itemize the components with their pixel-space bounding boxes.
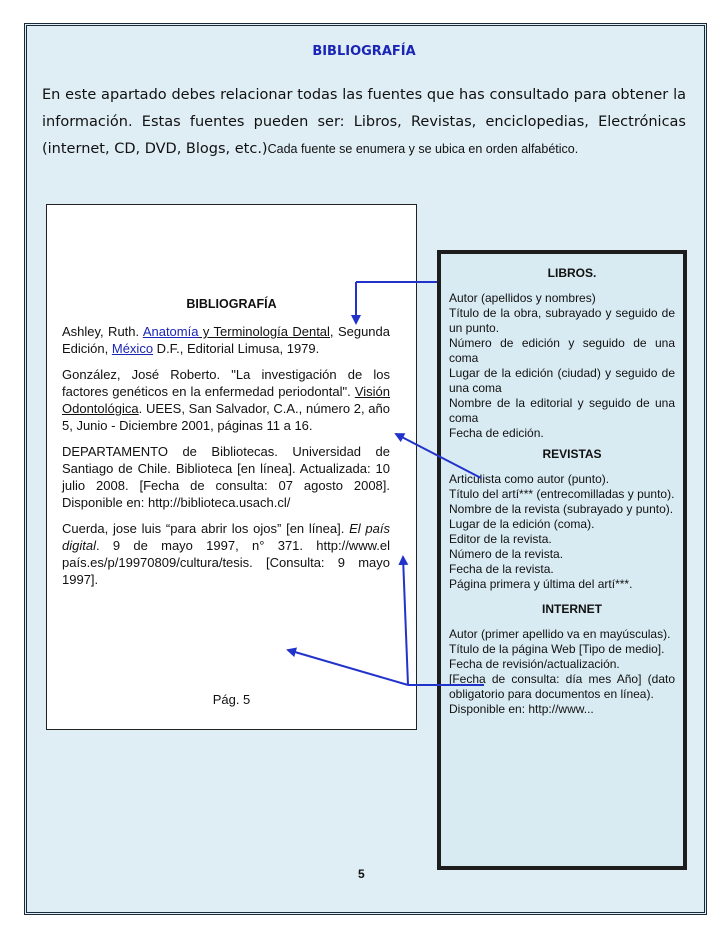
- entry-text: Ashley, Ruth.: [62, 324, 143, 339]
- intro-small-text: Cada fuente se enumera y se ubica en orden alfabético.: [267, 142, 579, 156]
- document-title: BIBLIOGRAFÍA: [312, 44, 416, 59]
- list-item: Autor (apellidos y nombres): [449, 291, 596, 305]
- list-item: Lugar de la edición (ciudad) y seguido de una coma: [449, 366, 675, 395]
- entry-text: Segunda Edición,: [62, 324, 390, 356]
- link-mexico[interactable]: México: [111, 341, 154, 356]
- link-anatomia[interactable]: Anatomía: [142, 324, 199, 339]
- list-item: Autor (primer apellido va en mayúsculas).: [449, 627, 671, 641]
- intro-main-text: En este apartado debes relacionar todas las fuentes que has consultado para obtener la información. Estas fuentes pueden ser: Libros, Revistas, enciclopedias, Electrónicas (internet, CD, DVD, Blogs, etc.): [42, 87, 686, 157]
- entry-title-underlined: y Terminología Dental,: [198, 324, 334, 339]
- list-item: Título de la obra, subrayado y seguido de un punto.: [449, 306, 675, 335]
- list-item: Nombre de la revista (subrayado y punto).: [449, 502, 674, 516]
- page-number: 5: [358, 867, 365, 881]
- entry-text: . UEES, San Salvador, C.A., número 2, año 5, Junio - Diciembre 2001, páginas 11 a 16.: [62, 401, 390, 433]
- list-item: Lugar de la edición (coma).: [449, 517, 595, 531]
- list-item: [Fecha de consulta: día mes Año] (dato obligatorio para documentos en línea).: [449, 672, 675, 701]
- arrow-revistas: [396, 434, 481, 478]
- arrow-internet: [288, 557, 484, 685]
- list-item: Título de la página Web [Tipo de medio].: [449, 642, 665, 656]
- entry-text: González, José Roberto. "La investigación de los factores genéticos en la enfermedad periodontal".: [62, 367, 390, 399]
- list-item: Fecha de edición.: [449, 426, 544, 440]
- entry-text: D.F., Editorial Limusa, 1979.: [153, 341, 320, 356]
- list-item: Articulista como autor (punto).: [449, 472, 610, 486]
- sample-page-footer: Pág. 5: [212, 692, 251, 707]
- revistas-heading: REVISTAS: [542, 447, 602, 461]
- list-item: Título del artí*** (entrecomilladas y punto).: [449, 487, 675, 501]
- entry-newspaper-italic: El país digital: [62, 521, 391, 553]
- list-item: Editor de la revista.: [449, 532, 552, 546]
- entry-journal-underlined: Visión Odontológica: [62, 384, 390, 416]
- libros-heading: LIBROS.: [547, 266, 597, 280]
- entry-text: DEPARTAMENTO de Bibliotecas. Universidad de Santiago de Chile. Biblioteca [en línea]. Actualizada: 10 julio 2008. [Fecha de consulta: 07 agosto 2008]. Disponible en: http://biblioteca.usach.cl/: [62, 444, 390, 510]
- sample-page-heading: BIBLIOGRAFÍA: [186, 297, 277, 311]
- list-item: Disponible en: http://www...: [449, 702, 594, 716]
- list-item: Número de la revista.: [449, 547, 564, 561]
- entry-text: . 9 de mayo 1997, n° 371. http://www.el país.es/p/19970809/cultura/tesis. [Consulta: 9 mayo 1997].: [62, 538, 390, 587]
- list-item: Página primera y última del artí***.: [449, 577, 633, 591]
- list-item: Fecha de revisión/actualización.: [449, 657, 620, 671]
- list-item: Número de edición y seguido de una coma: [449, 336, 675, 365]
- list-item: Fecha de la revista.: [449, 562, 554, 576]
- list-item: Nombre de la editorial y seguido de una coma: [449, 396, 675, 425]
- entry-text: Cuerda, jose luis “para abrir los ojos” [en línea].: [62, 521, 350, 536]
- arrow-libros: [356, 282, 437, 323]
- internet-heading: INTERNET: [542, 602, 602, 616]
